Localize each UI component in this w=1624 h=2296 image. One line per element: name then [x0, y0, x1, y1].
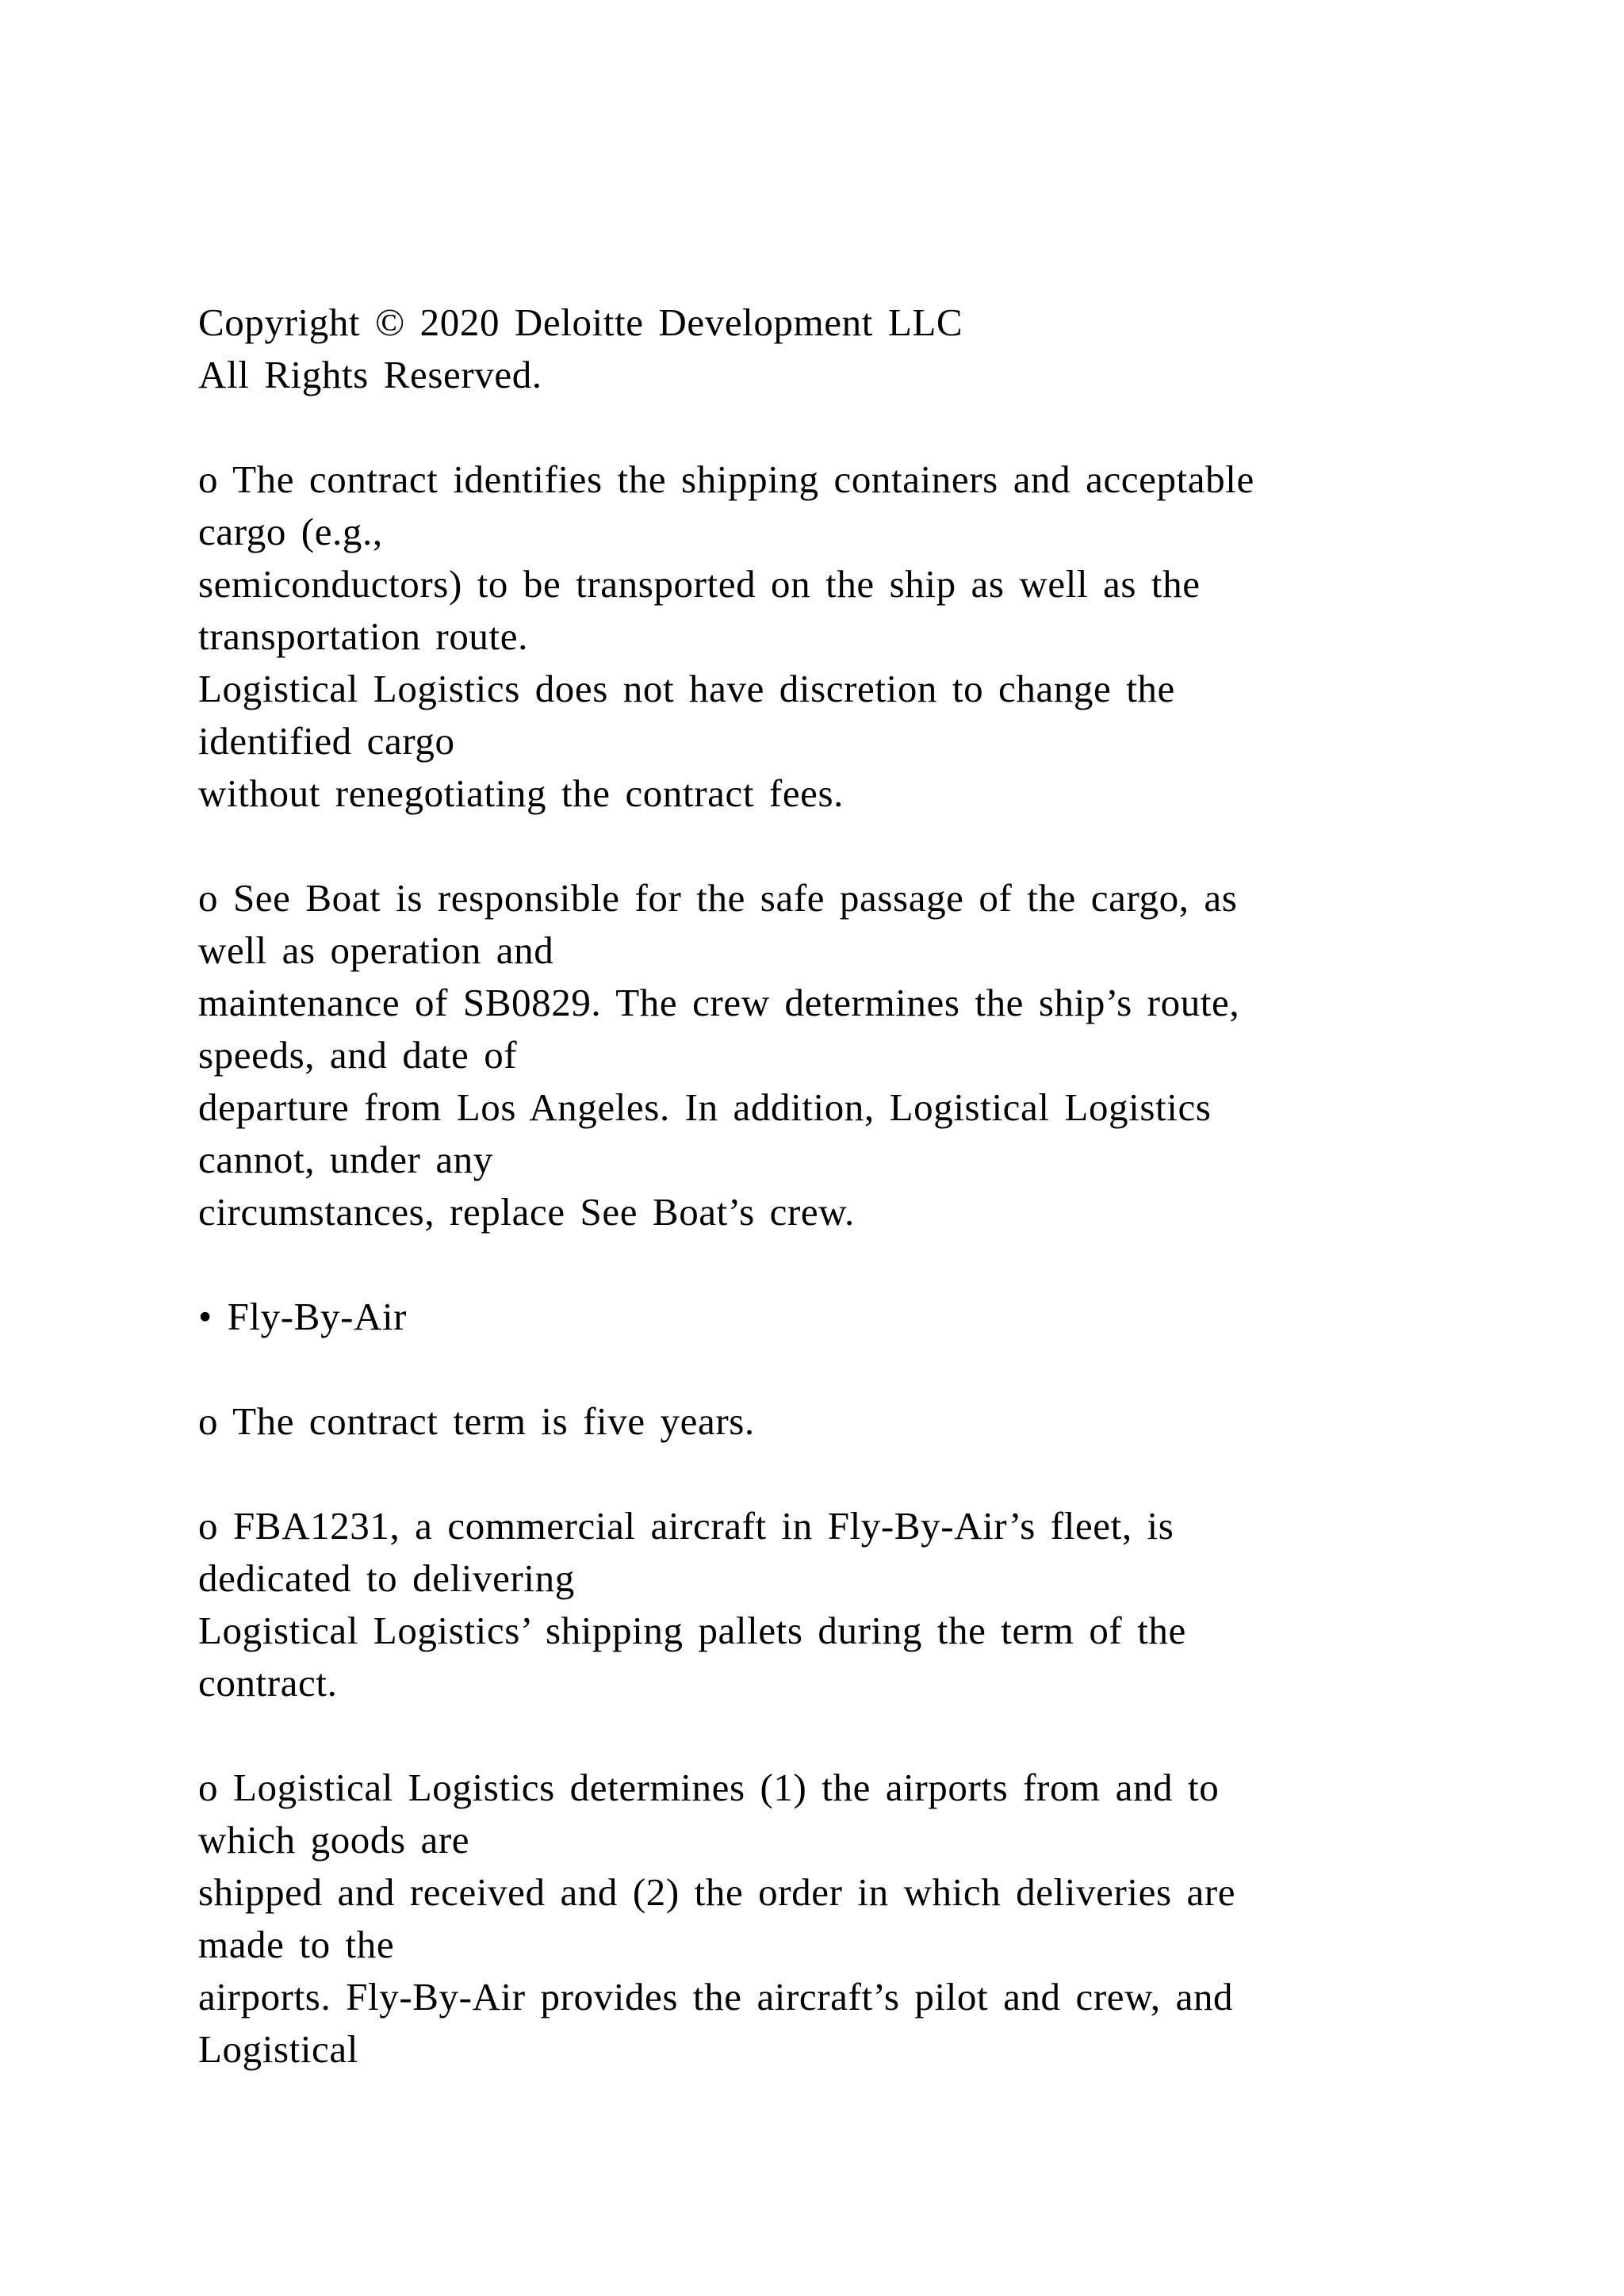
paragraph-gap	[198, 1343, 1546, 1395]
text-line: o The contract identifies the shipping containers and acceptable	[198, 457, 1254, 501]
paragraph-fba1231	[198, 1500, 1546, 1709]
text-line: All Rights Reserved.	[198, 353, 542, 396]
text-line: maintenance of SB0829. The crew determines the ship’s route,	[198, 981, 1240, 1024]
text-line: Logistical Logistics does not have discretion to change the	[198, 667, 1175, 710]
text-line: dedicated to delivering	[198, 1556, 575, 1600]
text-line: o Logistical Logistics determines (1) the airports from and to	[198, 1766, 1220, 1809]
paragraph-gap	[198, 401, 1546, 453]
paragraph-contract-cargo	[198, 453, 1546, 820]
text-line: circumstances, replace See Boat’s crew.	[198, 1190, 855, 1234]
text-line: speeds, and date of	[198, 1033, 518, 1077]
text-line: without renegotiating the contract fees.	[198, 771, 845, 815]
text-line: o FBA1231, a commercial aircraft in Fly-By-Air’s fleet, is	[198, 1504, 1174, 1548]
text-line: contract.	[198, 1661, 338, 1705]
text-line: made to the	[198, 1923, 395, 1966]
text-line: Logistical	[198, 2027, 358, 2071]
text-line: transportation route.	[198, 614, 528, 658]
text-line: Copyright © 2020 Deloitte Development LLC	[198, 300, 963, 344]
paragraph-contract-term	[198, 1395, 1546, 1448]
text-line: shipped and received and (2) the order in which deliveries are	[198, 1870, 1236, 1914]
text-line: which goods are	[198, 1818, 470, 1862]
paragraph-gap	[198, 1448, 1546, 1500]
text-line: cannot, under any	[198, 1138, 493, 1181]
text-line: Logistical Logistics’ shipping pallets during the term of the	[198, 1609, 1186, 1652]
text-line: identified cargo	[198, 719, 455, 763]
copyright-notice	[198, 297, 1546, 401]
text-line: semiconductors) to be transported on the ship as well as the	[198, 562, 1201, 606]
document-body	[198, 297, 1546, 2076]
bullet-heading: • Fly-By-Air	[198, 1295, 408, 1338]
paragraph-gap	[198, 820, 1546, 872]
text-line: cargo (e.g.,	[198, 510, 383, 553]
paragraph-see-boat	[198, 872, 1546, 1238]
text-line: airports. Fly-By-Air provides the aircraft’s pilot and crew, and	[198, 1975, 1234, 2019]
text-line: departure from Los Angeles. In addition, Logistical Logistics	[198, 1085, 1212, 1129]
text-line: well as operation and	[198, 928, 554, 972]
paragraph-airports	[198, 1762, 1546, 2076]
paragraph-gap	[198, 1238, 1546, 1291]
paragraph-gap	[198, 1709, 1546, 1762]
section-heading-fly-by-air	[198, 1291, 1546, 1343]
text-line: o See Boat is responsible for the safe passage of the cargo, as	[198, 876, 1238, 920]
text-line: o The contract term is five years.	[198, 1399, 755, 1443]
